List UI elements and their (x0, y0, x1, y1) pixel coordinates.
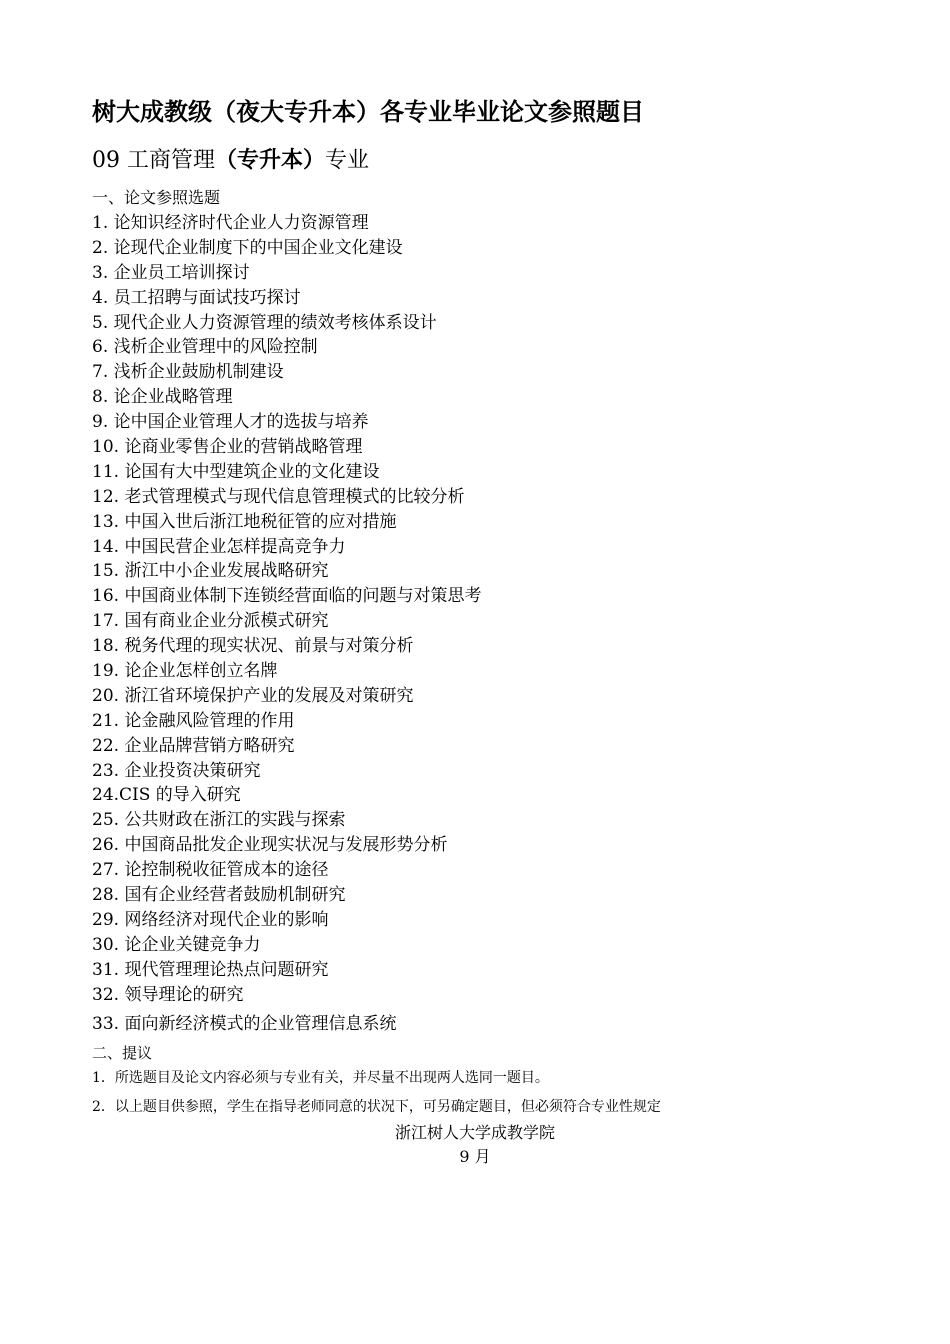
topic-item: 25. 公共财政在浙江的实践与探索 (92, 810, 346, 831)
topic-item: 21. 论金融风险管理的作用 (92, 710, 295, 731)
topic-item: 1. 论知识经济时代企业人力资源管理 (92, 213, 369, 233)
major-level: （专升本） (215, 148, 326, 173)
topic-item: 10. 论商业零售企业的营销战略管理 (92, 437, 363, 458)
topic-item: 32. 领导理论的研究 (92, 984, 244, 1005)
footer-organization: 浙江树人大学成教学院 (394, 1123, 555, 1142)
topic-item: 15. 浙江中小企业发展战略研究 (92, 561, 329, 582)
topic-item: 24.CIS 的导入研究 (92, 785, 241, 806)
note-item: 1．所选题目及论文内容必须与专业有关，并尽量不出现两人选同一题目。 (92, 1070, 549, 1086)
topic-item: 6. 浅析企业管理中的风险控制 (92, 337, 318, 358)
topic-item: 33. 面向新经济模式的企业管理信息系统 (92, 1013, 397, 1034)
major-heading (92, 144, 369, 178)
topic-item: 29. 网络经济对现代企业的影响 (92, 909, 329, 930)
topic-item: 20. 浙江省环境保护产业的发展及对策研究 (92, 685, 414, 706)
topic-item: 14. 中国民营企业怎样提高竞争力 (92, 536, 346, 557)
document-title: 树大成教级（夜大专升本）各专业毕业论文参照题目 (92, 98, 644, 126)
topic-item: 23. 企业投资决策研究 (92, 760, 261, 781)
topic-item: 9. 论中国企业管理人才的选拔与培养 (92, 412, 369, 433)
topic-item: 2. 论现代企业制度下的中国企业文化建设 (92, 237, 403, 258)
topic-item: 30. 论企业关键竞争力 (92, 934, 261, 955)
section-heading-notes: 二、提议 (92, 1044, 153, 1062)
major-name: 09 工商管理 (92, 148, 215, 173)
topic-item: 4. 员工招聘与面试技巧探讨 (92, 287, 301, 308)
major-suffix: 专业 (325, 148, 370, 173)
topic-item: 19. 论企业怎样创立名牌 (92, 661, 278, 682)
topic-item: 5. 现代企业人力资源管理的绩效考核体系设计 (92, 312, 437, 333)
topic-item: 27. 论控制税收征管成本的途径 (92, 860, 329, 881)
topic-item: 8. 论企业战略管理 (92, 387, 233, 408)
topic-item: 31. 现代管理理论热点问题研究 (92, 959, 329, 980)
topic-item: 28. 国有企业经营者鼓励机制研究 (92, 885, 346, 906)
topic-item: 17. 国有商业企业分派模式研究 (92, 611, 329, 632)
topic-item: 3. 企业员工培训探讨 (92, 262, 250, 283)
section-heading-topics: 一、论文参照选题 (92, 188, 221, 207)
footer-date: 9 月 (459, 1147, 491, 1166)
topic-item: 12. 老式管理模式与现代信息管理模式的比较分析 (92, 486, 465, 507)
topic-item: 18. 税务代理的现实状况、前景与对策分析 (92, 636, 414, 657)
topic-item: 11. 论国有大中型建筑企业的文化建设 (92, 461, 380, 482)
topic-item: 22. 企业品牌营销方略研究 (92, 735, 295, 756)
note-item: 2．以上题目供参照，学生在指导老师同意的状况下，可另确定题目，但必须符合专业性规定 (92, 1099, 661, 1115)
topic-list (92, 211, 481, 1036)
topic-item: 16. 中国商业体制下连锁经营面临的问题与对策思考 (92, 586, 482, 607)
topic-item: 13. 中国入世后浙江地税征管的应对措施 (92, 511, 397, 532)
topic-item: 7. 浅析企业鼓励机制建设 (92, 362, 284, 383)
topic-item: 26. 中国商品批发企业现实状况与发展形势分析 (92, 835, 448, 856)
